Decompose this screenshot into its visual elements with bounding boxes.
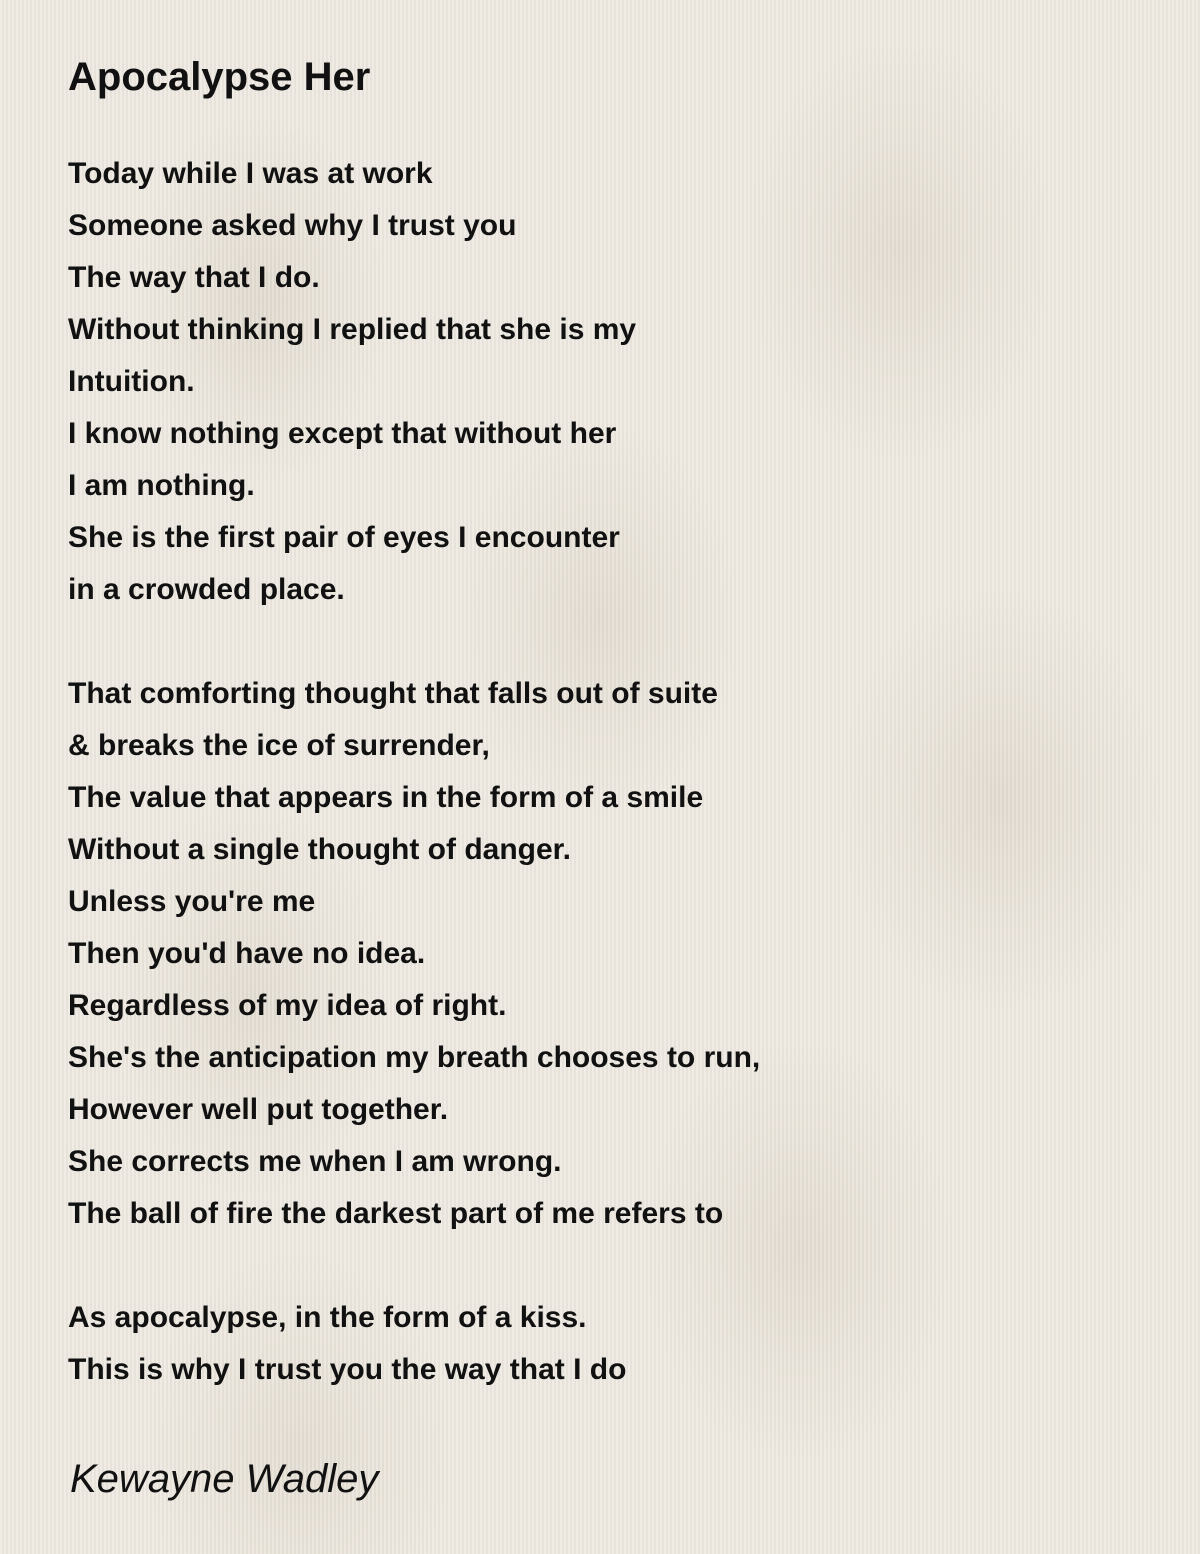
poem-line: That comforting thought that falls out of suite: [68, 677, 718, 710]
poem-line: She corrects me when I am wrong.: [68, 1145, 562, 1178]
poem-line: She is the first pair of eyes I encounter: [68, 521, 620, 554]
poem-line: Someone asked why I trust you: [68, 209, 517, 242]
poem-line: Unless you're me: [68, 885, 316, 918]
poem-line: I am nothing.: [68, 469, 255, 502]
poem-line: The value that appears in the form of a smile: [68, 781, 704, 814]
poem-body: [68, 148, 1128, 1396]
poem-author: Kewayne Wadley: [70, 1457, 379, 1501]
poem-line: Then you'd have no idea.: [68, 937, 426, 970]
poem-line: in a crowded place.: [68, 573, 345, 606]
poem-line: & breaks the ice of surrender,: [68, 729, 490, 762]
poem-line: As apocalypse, in the form of a kiss.: [68, 1301, 587, 1334]
poem-line: The ball of fire the darkest part of me refers to: [68, 1197, 724, 1230]
poem-line: I know nothing except that without her: [68, 417, 617, 450]
poem-line: Without a single thought of danger.: [68, 833, 572, 866]
poem-line: Today while I was at work: [68, 157, 433, 190]
stanza-1: [68, 148, 1128, 616]
poem-line: Without thinking I replied that she is my: [68, 313, 637, 346]
poem-line: The way that I do.: [68, 261, 320, 294]
poem-line: Regardless of my idea of right.: [68, 989, 507, 1022]
poem-title: Apocalypse Her: [68, 55, 371, 99]
poem-line: However well put together.: [68, 1093, 449, 1126]
poem-line: This is why I trust you the way that I do: [68, 1353, 627, 1386]
poem-line: Intuition.: [68, 365, 195, 398]
poem-line: She's the anticipation my breath chooses to run,: [68, 1041, 761, 1074]
stanza-2: [68, 668, 1128, 1240]
stanza-3: [68, 1292, 1128, 1396]
poem-container: [68, 50, 1128, 1396]
